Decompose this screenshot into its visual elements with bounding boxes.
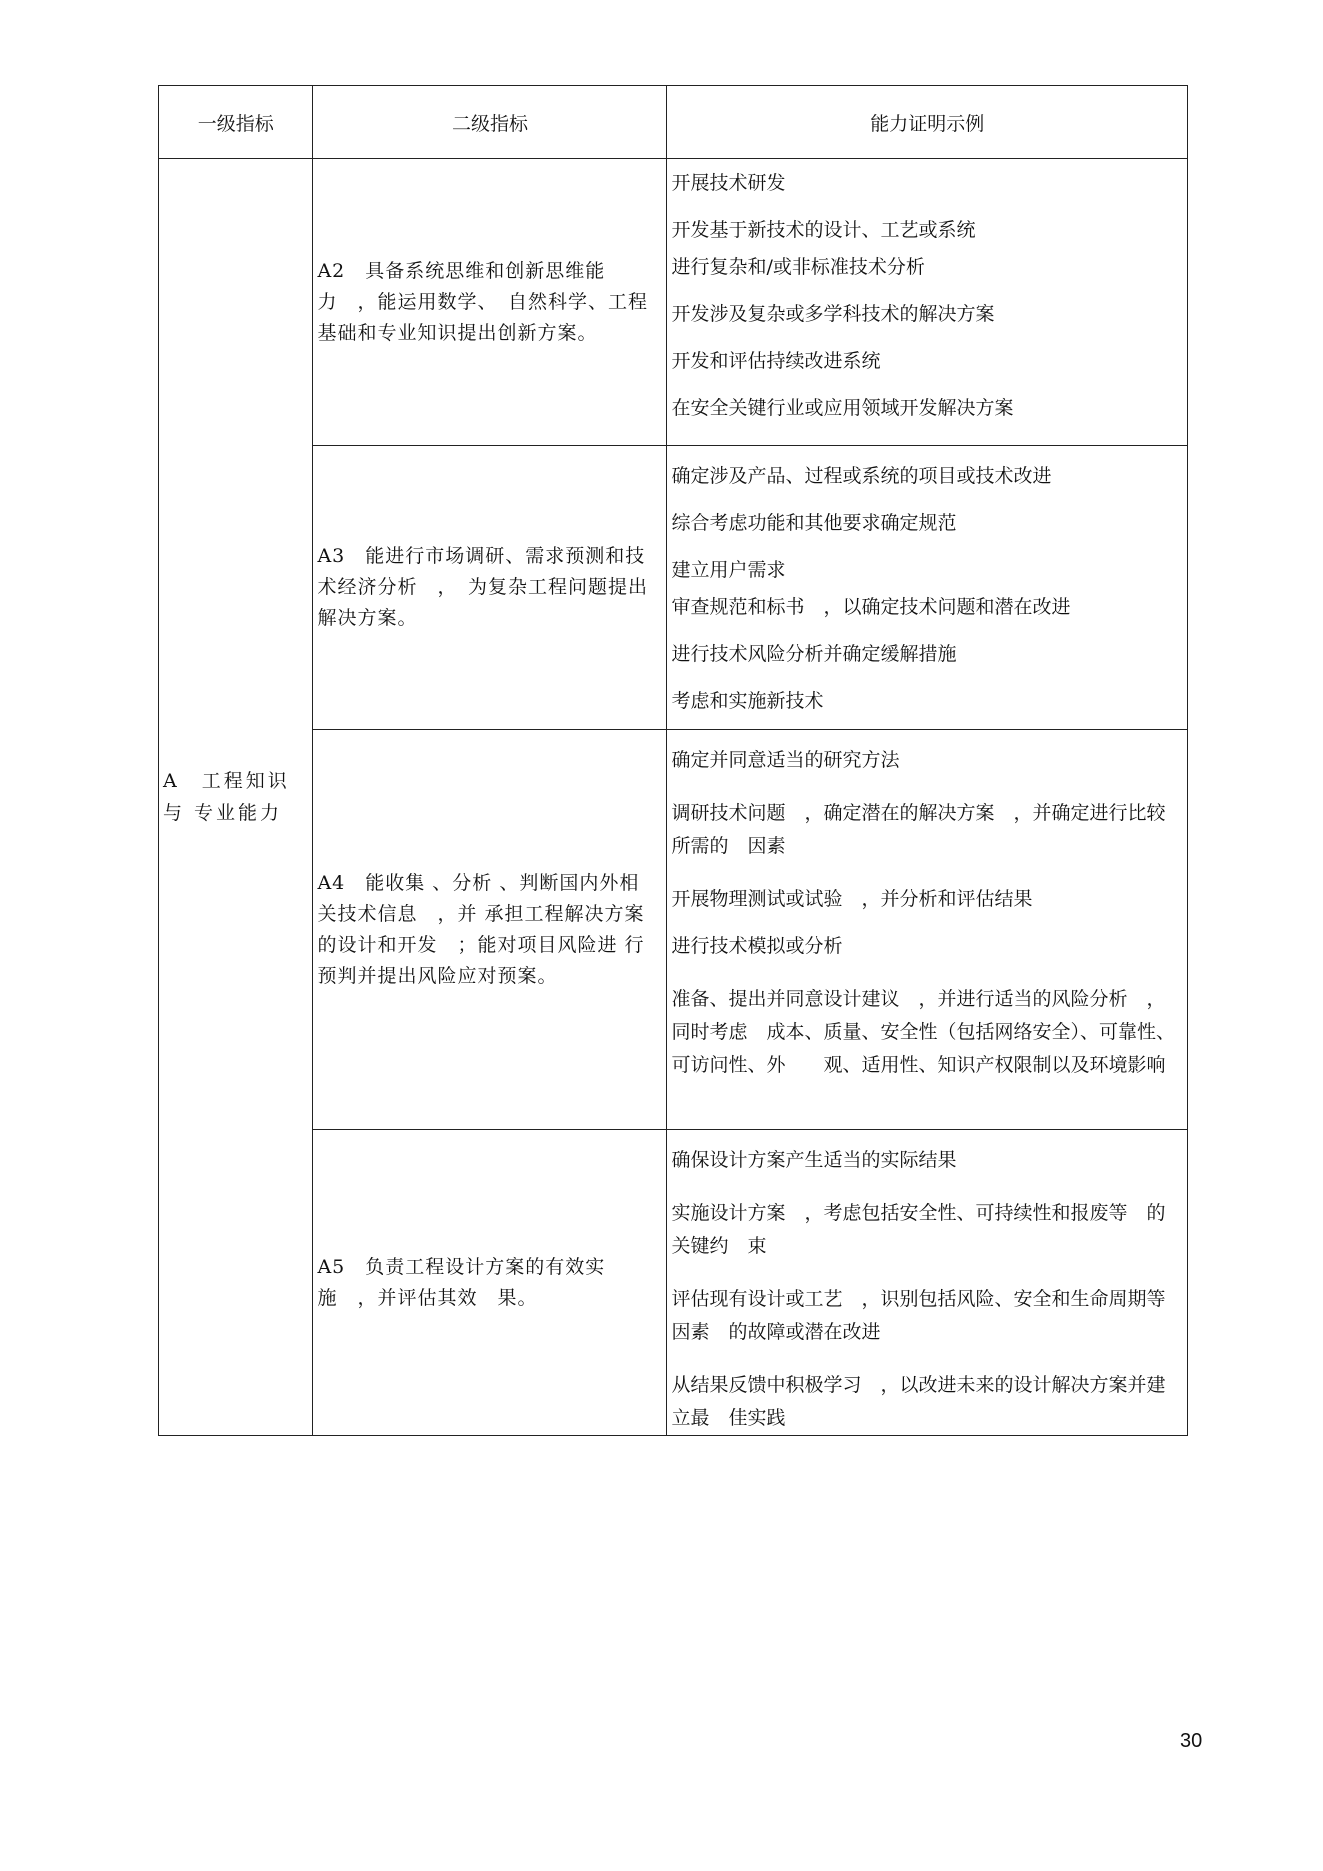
header-examples: 能力证明示例 [667, 86, 1188, 159]
table-row-a5 [159, 1130, 1188, 1436]
second-level-a5: A5 负责工程设计方案的有效实施 ，并评估其效 果。 [313, 1130, 667, 1436]
example-item: 确保设计方案产生适当的实际结果 [671, 1149, 957, 1171]
example-item: 实施设计方案 ，考虑包括安全性、可持续性和报废等 的关键约 束 [671, 1202, 1166, 1257]
example-item: 确定涉及产品、过程或系统的项目或技术改进 [671, 465, 1052, 487]
header-first-level: 一级指标 [159, 86, 313, 159]
example-item: 综合考虑功能和其他要求确定规范 [671, 512, 957, 534]
examples-cell-a5 [667, 1130, 1188, 1436]
example-item: 考虑和实施新技术 [671, 690, 824, 712]
example-item: 开发涉及复杂或多学科技术的解决方案 [671, 303, 995, 325]
example-item: 确定并同意适当的研究方法 [671, 749, 900, 771]
second-level-a4: A4 能收集 、分析 、判断国内外相 关技术信息 ，并 承担工程解决方案的设计和开发 ；能对项目风险进 行预判并提出风险应对预案。 [313, 730, 667, 1130]
first-level-cell [159, 159, 313, 1436]
example-item: 开展物理测试或试验 ，并分析和评估结果 [671, 888, 1033, 910]
example-item: 从结果反馈中积极学习 ，以改进未来的设计解决方案并建立最 佳实践 [671, 1374, 1166, 1429]
example-item: 建立用户需求 [671, 559, 786, 581]
page-number: 30 [1180, 1730, 1203, 1752]
example-item: 准备、提出并同意设计建议 ，并进行适当的风险分析 ，同时考虑 成本、质量、安全性（包括网络安全）、可靠性、可访问性、外 观、适用性、知识产权限制以及环境影响 [671, 988, 1175, 1076]
examples-cell-a2 [667, 159, 1188, 446]
example-item: 开展技术研发 [671, 172, 786, 194]
examples-cell-a4 [667, 730, 1188, 1130]
table-row-a4 [159, 730, 1188, 1130]
example-item: 在安全关键行业或应用领域开发解决方案 [671, 397, 1014, 419]
example-item: 开发和评估持续改进系统 [671, 350, 881, 372]
second-level-a3: A3 能进行市场调研、需求预测和技术经济分析 ， 为复杂工程问题提出解决方案。 [313, 446, 667, 730]
second-level-a2: A2 具备系统思维和创新思维能力 ，能运用数学、 自然科学、工程基础和专业知识提出创新方案。 [313, 159, 667, 446]
example-item: 开发基于新技术的设计、工艺或系统 [671, 219, 976, 241]
table-row-a2 [159, 159, 1188, 446]
example-item: 审查规范和标书 ，以确定技术问题和潜在改进 [671, 596, 1071, 618]
first-level-line-2: 与 专业能力 [163, 802, 283, 824]
example-item: 进行复杂和/或非标准技术分析 [671, 256, 925, 278]
example-item: 评估现有设计或工艺 ，识别包括风险、安全和生命周期等因素 的故障或潜在改进 [671, 1288, 1166, 1343]
example-item: 进行技术模拟或分析 [671, 935, 843, 957]
header-second-level: 二级指标 [313, 86, 667, 159]
example-item: 调研技术问题 ，确定潜在的解决方案 ，并确定进行比较所需的 因素 [671, 802, 1166, 857]
table-row-a3 [159, 446, 1188, 730]
example-item: 进行技术风险分析并确定缓解措施 [671, 643, 957, 665]
first-level-line-1: A 工程知识 [163, 770, 290, 792]
indicator-table [158, 85, 1188, 1436]
header-row [159, 86, 1188, 159]
examples-cell-a3 [667, 446, 1188, 730]
